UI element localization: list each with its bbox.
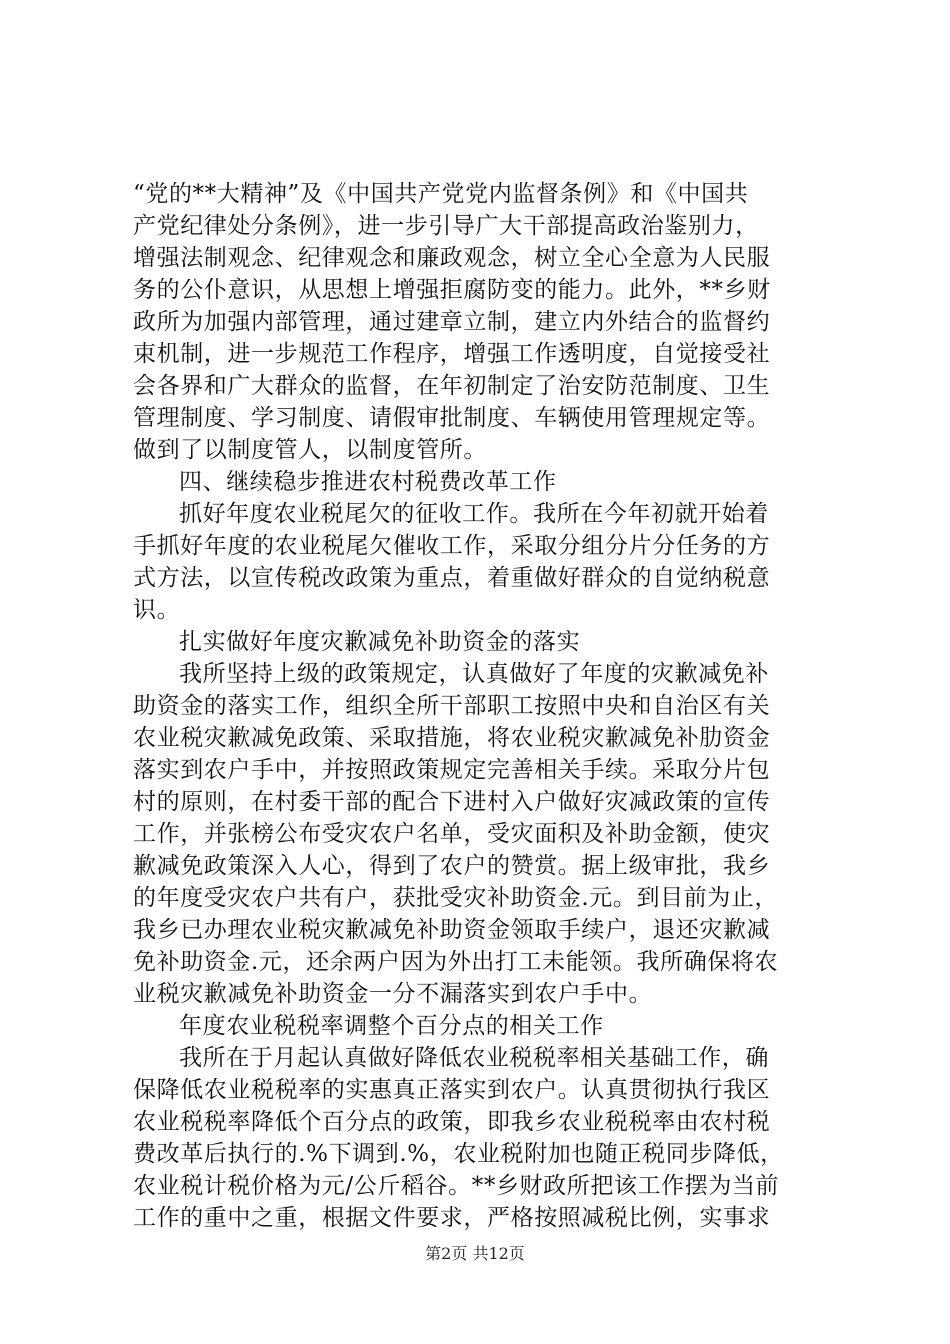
text-line: 农业税灾歉减免政策、采取措施，将农业税灾歉减免补肋资金 [133,725,771,751]
text-line: 手抓好年度的农业税尾欠催收工作，采取分组分片分任务的方 [133,533,771,559]
text-line: 年度农业税税率调整个百分点的相关工作 [179,1013,604,1039]
text-line: 抓好年度农业税尾欠的征收工作。我所在今年初就开始着 [179,501,769,527]
text-line: 的年度受灾农户共有户，获批受灾补助资金.元。到目前为止， [133,885,779,911]
text-line: 式方法，以宣传税改政策为重点，着重做好群众的自觉纳税意 [133,565,771,591]
text-line: 农业税计税价格为元/公斤稻谷。**乡财政所把该工作摆为当前 [133,1173,780,1199]
text-line: 四、继续稳步推进农村税费改革工作 [179,469,557,495]
page-number-footer: 第2页 共12页 [425,1244,525,1263]
text-line: 工作的重中之重，根据文件要求，严格按照减税比例，实事求 [133,1205,771,1231]
text-line: 业税灾歉减免补助资金一分不漏落实到农户手中。 [133,981,653,1007]
text-line: 工作，并张榜公布受灾农户名单，受灾面积及补助金额，使灾 [133,821,771,847]
text-line: 束机制，进一步规范工作程序，增强工作透明度，自觉接受社 [133,341,771,367]
text-line: 歉减免政策深入人心，得到了农户的赞赏。据上级审批，我乡 [133,853,771,879]
text-line: 我所在于月起认真做好降低农业税税率相关基础工作，确 [179,1045,769,1071]
text-line: 村的原则，在村委干部的配合下进村入户做好灾减政策的宣传 [133,789,771,815]
text-line: 我乡已办理农业税灾歉减免补助资金领取手续户，退还灾歉减 [133,917,771,943]
text-line: 农业税税率降低个百分点的政策，即我乡农业税税率由农村税 [133,1109,771,1135]
document-body [133,178,823,1234]
text-line: 务的公仆意识，从思想上增强拒腐防变的能力。此外，**乡财 [133,277,771,303]
text-line: 助资金的落实工作，组织全所干部职工按照中央和自治区有关 [133,693,771,719]
text-line: 费改革后执行的.%下调到.%，农业税附加也随正税同步降低， [133,1141,784,1167]
text-line: 我所坚持上级的政策规定，认真做好了年度的灾歉减免补 [179,661,769,687]
text-line: 管理制度、学习制度、请假审批制度、车辆使用管理规定等。 [133,405,771,431]
text-line: 免补助资金.元，还余两户因为外出打工未能领。我所确保将农 [133,949,779,975]
text-line: 增强法制观念、纪律观念和廉政观念，树立全心全意为人民服 [133,245,771,271]
text-line: “党的**大精神”及《中国共产党党内监督条例》和《中国共 [133,181,749,207]
text-line: 做到了以制度管人，以制度管所。 [133,437,487,463]
text-line: 产党纪律处分条例》，进一步引导广大干部提高政治鉴别力， [133,213,759,239]
text-line: 落实到农户手中，并按照政策规定完善相关手续。采取分片包 [133,757,771,783]
text-line: 扎实做好年度灾歉减免补助资金的落实 [179,629,581,655]
text-line: 保降低农业税税率的实惠真正落实到农户。认真贯彻执行我区 [133,1077,771,1103]
text-line: 政所为加强内部管理，通过建章立制，建立内外结合的监督约 [133,309,771,335]
text-line: 识。 [133,597,181,623]
text-line: 会各界和广大群众的监督，在年初制定了治安防范制度、卫生 [133,373,771,399]
